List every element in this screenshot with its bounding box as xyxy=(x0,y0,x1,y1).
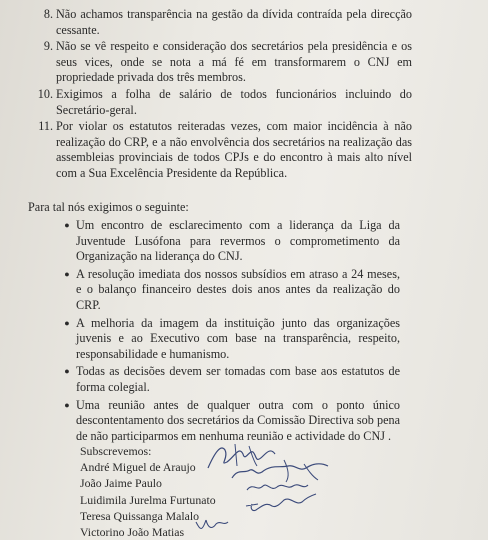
demand-text: Todas as decisões devem ser tomadas com base aos estatutos de forma colegial. xyxy=(76,364,400,394)
demand-text: Um encontro de esclarecimento com a liderança da Liga da Juventude Lusófona para revermos o comprometimento da Organização na liderança do CNJ. xyxy=(76,218,400,264)
list-item xyxy=(28,119,412,181)
signatory-name: André Miguel de Araujo xyxy=(80,460,196,475)
signatory-name: João Jaime Paulo xyxy=(80,476,162,491)
item-number: 11. xyxy=(38,119,53,134)
demand-item xyxy=(58,364,400,395)
item-number: 9. xyxy=(43,39,53,54)
demand-item xyxy=(58,398,400,445)
signatory-name: Teresa Quissanga Malalo xyxy=(80,508,200,523)
item-text: Por violar os estatutos reiteradas vezes, com maior incidência à não realização do CRP, e a não envolvência dos secretários na realização das assembleias provinciais de todos CPJs e do encontro à mais alto nível com a Sua Excelência Presidente da República. xyxy=(56,119,412,180)
demand-item xyxy=(58,316,400,363)
bullet-icon: ● xyxy=(64,268,70,279)
demand-item xyxy=(58,218,400,265)
bullet-icon: ● xyxy=(64,399,70,410)
demands-list xyxy=(58,218,400,446)
handwritten-signature xyxy=(194,514,230,536)
list-item xyxy=(28,87,412,118)
item-text: Não se vê respeito e consideração dos secretários pela presidência e os seus vices, onde se nota a má fé em transformarem o CNJ em propriedade privada dos três membros. xyxy=(56,39,412,85)
item-number: 8. xyxy=(43,7,53,21)
item-number: 10. xyxy=(37,86,53,101)
list-item xyxy=(28,7,412,38)
signatures-heading: Subscrevemos: xyxy=(80,444,152,458)
demand-item xyxy=(58,267,400,314)
bullet-icon: ● xyxy=(64,220,70,230)
handwritten-signature xyxy=(244,490,320,516)
bullet-icon: ● xyxy=(64,366,70,377)
demand-text: A resolução imediata dos nossos subsídios em atraso a 24 meses, e o balanço financeiro destes dois anos antes da realização do CRP. xyxy=(76,266,400,312)
item-text: Não achamos transparência na gestão da dívida contraída pela direcção cessante. xyxy=(56,7,412,37)
demand-text: A melhoria da imagem da instituição junto das organizações juvenis e ao Executivo com base na transparência, respeito, responsabilidade e humanismo. xyxy=(76,315,400,361)
signatory-name: Victorino João Matias xyxy=(80,525,185,540)
demand-text: Uma reunião antes de qualquer outra com o ponto único descontentamento dos secretários da Comissão Directiva sob pena de não participarmos em nenhuma reunião e actividade do CNJ . xyxy=(76,397,400,443)
numbered-list xyxy=(28,7,412,183)
item-text: Exigimos a folha de salário de todos funcionários incluindo do Secretário-geral. xyxy=(56,86,412,117)
demands-intro: Para tal nós exigimos o seguinte: xyxy=(28,200,189,214)
list-item xyxy=(28,39,412,86)
signatory-name: Luidimila Jurelma Furtunato xyxy=(80,492,216,507)
bullet-icon: ● xyxy=(64,317,70,328)
